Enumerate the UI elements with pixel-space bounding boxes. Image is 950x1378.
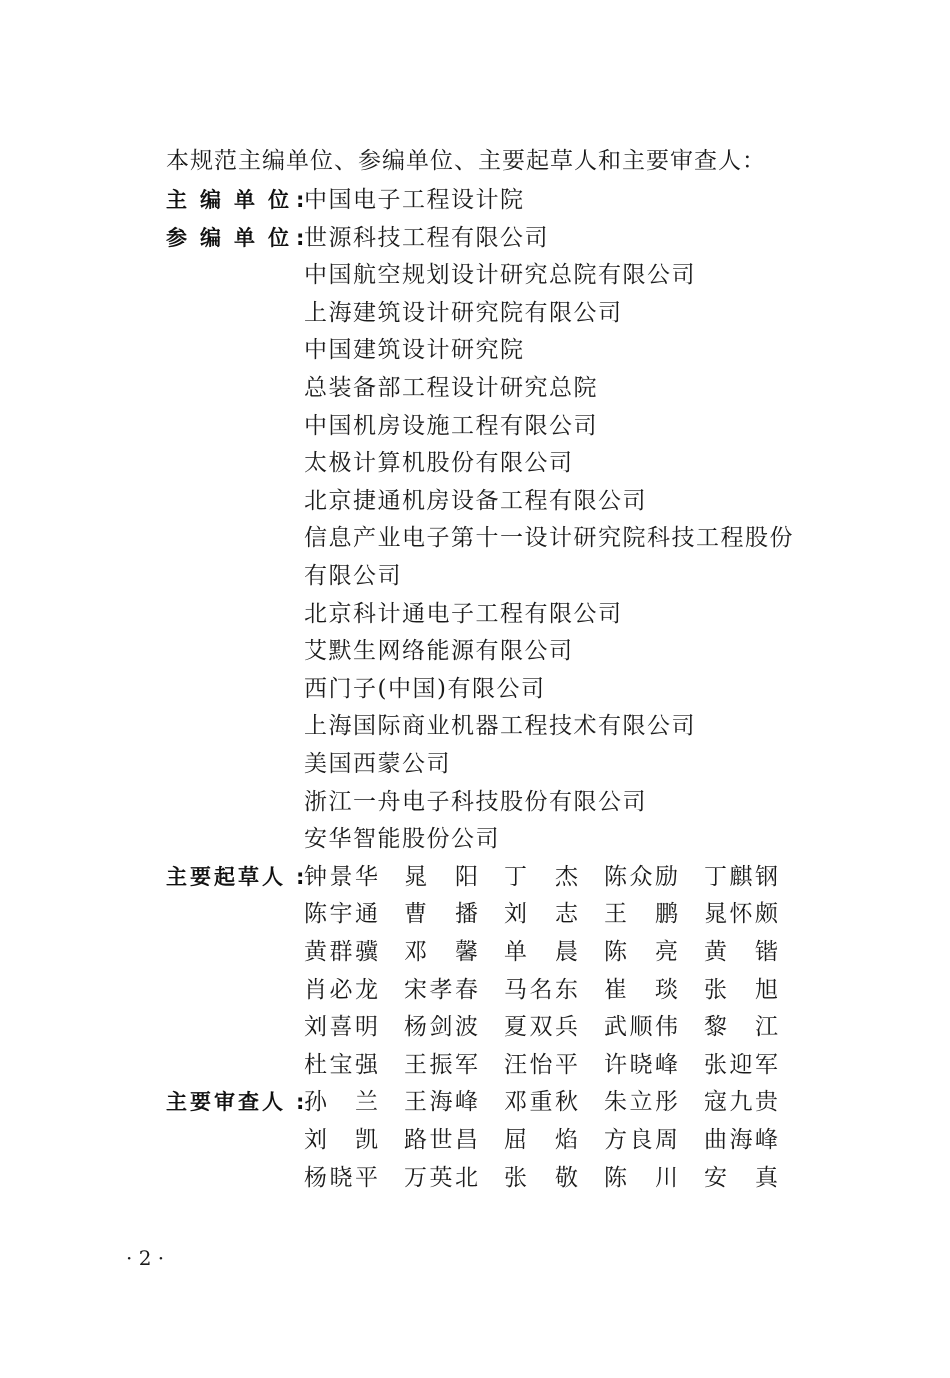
unit-name: 中国建筑设计研究院 — [304, 337, 525, 364]
person-name: 朱 立 彤 — [604, 1089, 678, 1116]
unit-name: 信息产业电子第十一设计研究院科技工程股份 — [304, 525, 794, 552]
person-name: 肖 必 龙 — [304, 976, 378, 1003]
person-name: 杨 晓 平 — [304, 1164, 378, 1191]
person-name: 王 鹏 — [604, 901, 678, 928]
unit-name: 西门子(中国)有限公司 — [304, 675, 546, 702]
person-name: 刘 凯 — [304, 1127, 378, 1153]
person-name: 安 真 — [704, 1164, 778, 1191]
unit-name: 有限公司 — [304, 563, 402, 589]
person-name: 王 海 峰 — [404, 1089, 478, 1116]
label-char: 要 — [190, 864, 211, 889]
name-group — [304, 859, 804, 896]
label-colon: : — [296, 864, 305, 889]
person-name: 宋 孝 春 — [404, 976, 478, 1003]
person-name: 方 良 周 — [604, 1127, 678, 1153]
name-group — [304, 934, 804, 971]
person-name: 汪 怡 平 — [504, 1051, 578, 1078]
chief_editor-label — [166, 182, 304, 219]
person-name: 张 敬 — [504, 1164, 578, 1191]
label-char: 主 — [166, 1090, 187, 1115]
unit-name: 艾默生网络能源有限公司 — [304, 638, 574, 665]
unit-name: 美国西蒙公司 — [304, 751, 451, 777]
unit-name: 总装备部工程设计研究总院 — [304, 375, 598, 401]
person-name: 张 旭 — [704, 976, 778, 1003]
unit-name: 中国机房设施工程有限公司 — [304, 412, 598, 439]
person-name: 王 振 军 — [404, 1051, 478, 1078]
label-char: 位 — [268, 225, 289, 250]
label-char: 审 — [214, 1090, 235, 1115]
label-colon: : — [296, 188, 305, 212]
unit-name: 中国电子工程设计院 — [304, 187, 525, 213]
intro-line: 本规范主编单位、参编单位、主要起草人和主要审查人： — [166, 148, 766, 174]
person-name: 丁 麒 钢 — [704, 863, 778, 890]
person-name: 晁 阳 — [404, 863, 478, 890]
unit-name: 太极计算机股份有限公司 — [304, 450, 574, 477]
unit-name: 北京科计通电子工程有限公司 — [304, 600, 623, 627]
unit-name: 安华智能股份公司 — [304, 826, 500, 853]
person-name: 杜 宝 强 — [304, 1051, 378, 1078]
name-group — [304, 1084, 804, 1121]
name-group — [304, 1047, 804, 1084]
unit-name: 中国航空规划设计研究总院有限公司 — [304, 262, 696, 289]
label-char: 人 — [262, 1090, 283, 1115]
person-name: 黎 江 — [704, 1014, 778, 1041]
label-char: 要 — [190, 1090, 211, 1115]
name-group — [304, 1160, 804, 1197]
person-name: 刘 喜 明 — [304, 1014, 378, 1041]
label-colon: : — [296, 1090, 305, 1115]
name-group — [304, 972, 804, 1009]
label-char: 主 — [166, 188, 187, 212]
person-name: 路 世 昌 — [404, 1127, 478, 1153]
person-name: 钟 景 华 — [304, 863, 378, 890]
person-name: 曹 播 — [404, 901, 478, 928]
name-group — [304, 1009, 804, 1046]
label-char: 单 — [234, 188, 255, 212]
drafters-label — [166, 859, 304, 896]
unit-name: 上海国际商业机器工程技术有限公司 — [304, 713, 696, 740]
person-name: 曲 海 峰 — [704, 1127, 778, 1153]
label-char: 编 — [200, 225, 221, 250]
page-number: · 2 · — [126, 1246, 165, 1270]
person-name: 陈 众 励 — [604, 863, 678, 890]
label-char: 起 — [214, 864, 235, 889]
person-name: 邓 重 秋 — [504, 1089, 578, 1116]
label-char: 查 — [238, 1090, 259, 1115]
person-name: 寇 九 贵 — [704, 1089, 778, 1116]
label-char: 单 — [234, 225, 255, 250]
person-name: 夏 双 兵 — [504, 1014, 578, 1041]
person-name: 陈 川 — [604, 1164, 678, 1191]
label-char: 人 — [262, 864, 283, 889]
reviewers-label — [166, 1084, 304, 1121]
person-name: 刘 志 — [504, 901, 578, 928]
person-name: 晁 怀 颇 — [704, 901, 778, 928]
person-name: 邓 馨 — [404, 939, 478, 965]
label-char: 编 — [200, 188, 221, 212]
unit-name: 浙江一舟电子科技股份有限公司 — [304, 788, 647, 815]
person-name: 马 名 东 — [504, 976, 578, 1003]
person-name: 丁 杰 — [504, 863, 578, 890]
label-char: 位 — [268, 188, 289, 212]
unit-name: 世源科技工程有限公司 — [304, 224, 549, 251]
person-name: 屈 焰 — [504, 1127, 578, 1153]
unit-name: 北京捷通机房设备工程有限公司 — [304, 487, 647, 514]
label-char: 参 — [166, 225, 187, 250]
person-name: 许 晓 峰 — [604, 1051, 678, 1078]
unit-name: 上海建筑设计研究院有限公司 — [304, 299, 623, 326]
person-name: 陈 亮 — [604, 939, 678, 965]
person-name: 孙 兰 — [304, 1089, 378, 1116]
person-name: 杨 剑 波 — [404, 1014, 478, 1041]
name-group — [304, 1122, 804, 1159]
person-name: 武 顺 伟 — [604, 1014, 678, 1041]
co_editors-label — [166, 220, 304, 257]
person-name: 万 英 北 — [404, 1164, 478, 1191]
person-name: 黄 锴 — [704, 939, 778, 965]
label-char: 主 — [166, 864, 187, 889]
label-colon: : — [296, 225, 305, 250]
person-name: 崔 琰 — [604, 976, 678, 1003]
person-name: 黄 群 骥 — [304, 939, 378, 965]
person-name: 单 晨 — [504, 939, 578, 965]
person-name: 张 迎 军 — [704, 1051, 778, 1078]
person-name: 陈 宇 通 — [304, 901, 378, 928]
name-group — [304, 896, 804, 933]
label-char: 草 — [238, 864, 259, 889]
